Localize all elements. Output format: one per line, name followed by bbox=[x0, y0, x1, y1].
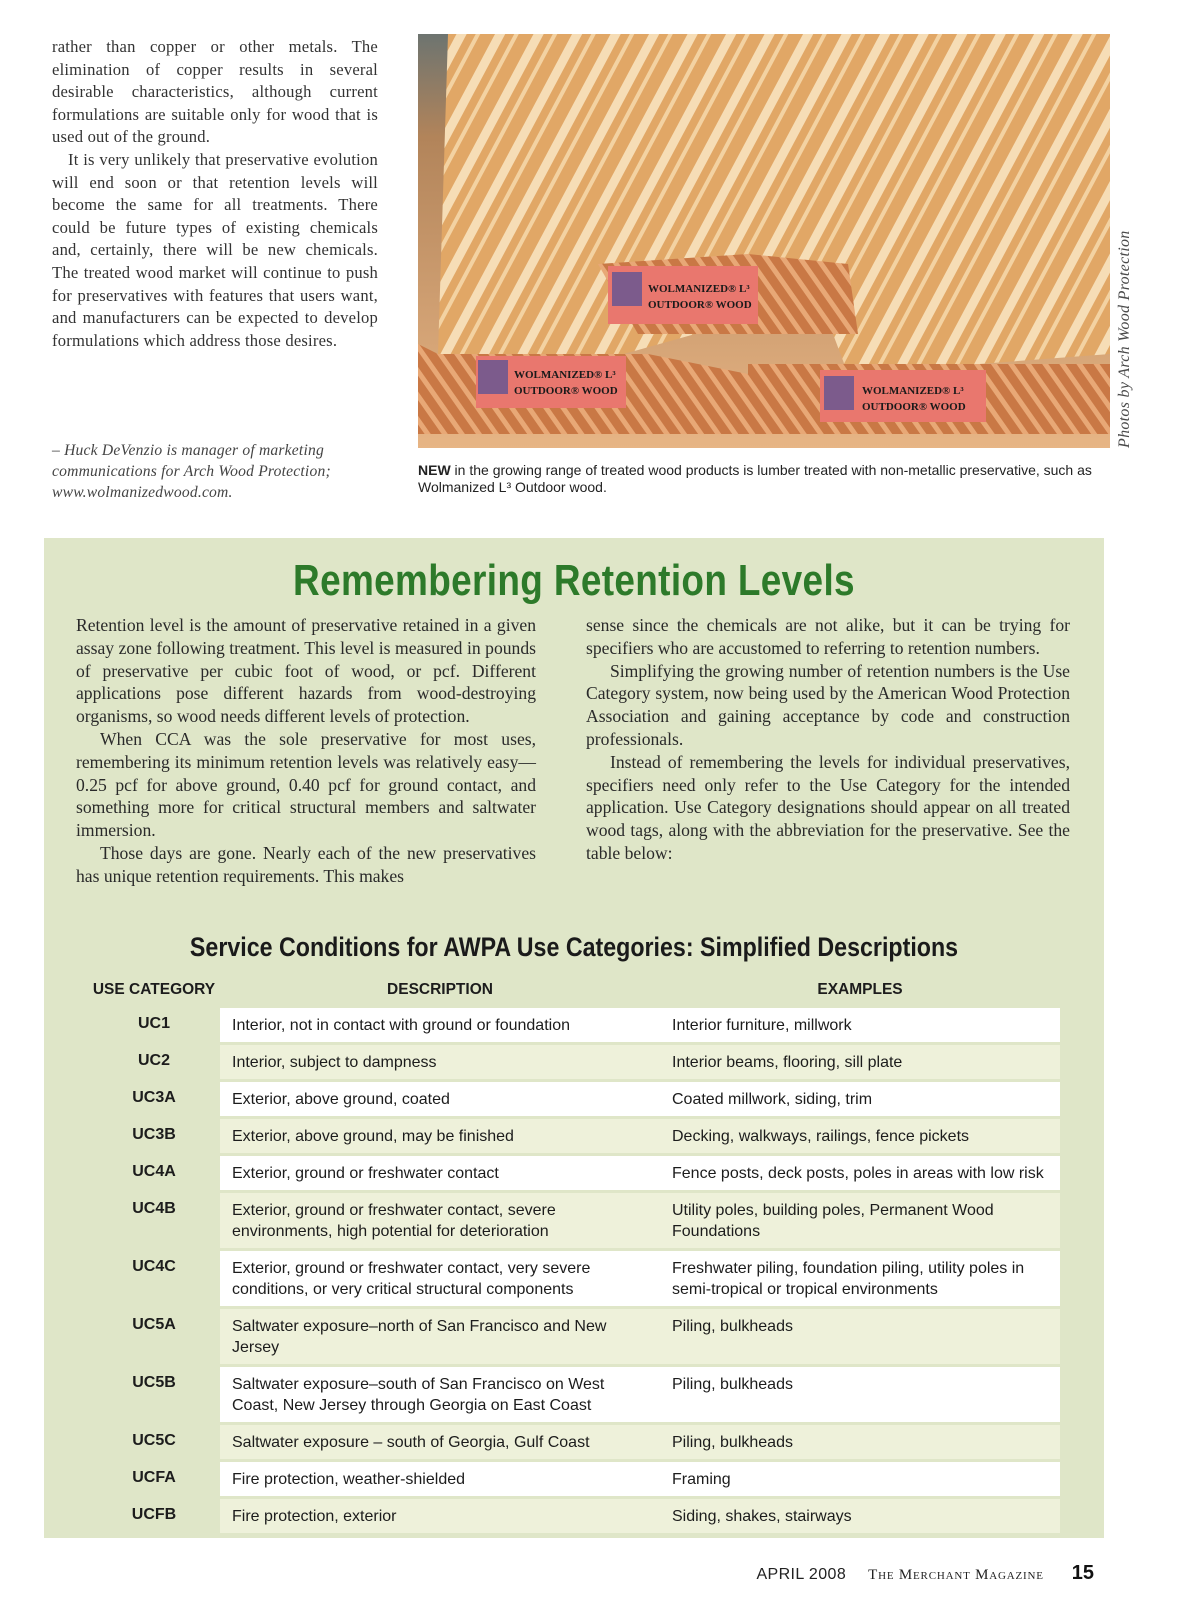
use-category-cell: UCFB bbox=[131, 1506, 177, 1523]
description-cell: Exterior, above ground, coated bbox=[220, 1082, 660, 1116]
examples-cell: Coated millwork, siding, trim bbox=[660, 1082, 1060, 1116]
sidebar-right-paragraph-2: Simplifying the growing number of retention numbers is the Use Category system, now being used by the American Wood Protection Association and gaining acceptance by code and construction professionals. bbox=[586, 660, 1070, 749]
table-header bbox=[88, 972, 1060, 1008]
sidebar-left-paragraph-1: Retention level is the amount of preservative retained in a given assay zone following treatment. This level is measured in pounds of preservative per cubic foot of wood, or pcf. Different applications pose different hazards from wood-destroying organisms, so wood needs different levels of protection. bbox=[76, 615, 536, 727]
author-byline: – Huck DeVenzio is manager of marketing communications for Arch Wood Protection; www.wolmanizedwood.com. bbox=[52, 442, 331, 501]
page-footer bbox=[756, 1562, 1094, 1585]
description-cell: Interior, subject to dampness bbox=[220, 1045, 660, 1079]
intro-paragraph-2: It is very unlikely that preservative evolution will end soon or that retention levels will become the same for all treatments. There could be future types of existing chemicals and, certainly, there will be new chemicals. The treated wood market will continue to push for preservatives with features that users want, and manufacturers can be expected to develop formulations which address those desires. bbox=[52, 149, 378, 350]
header-examples: EXAMPLES bbox=[817, 981, 903, 998]
sidebar-right-paragraph-1: sense since the chemicals are not alike, but it can be trying for specifiers who are accustomed to referring to retention numbers. bbox=[586, 615, 1070, 658]
use-category-cell: UC4A bbox=[132, 1163, 176, 1180]
caption-lead: NEW bbox=[418, 462, 451, 478]
description-cell: Saltwater exposure–north of San Francisco and New Jersey bbox=[220, 1309, 660, 1364]
description-cell: Fire protection, exterior bbox=[220, 1499, 660, 1533]
lumber-illustration bbox=[418, 34, 1110, 448]
sidebar-column-right bbox=[586, 614, 1070, 865]
use-category-cell: UC2 bbox=[137, 1052, 170, 1069]
page-number: 15 bbox=[1071, 1562, 1094, 1584]
table-row bbox=[88, 1425, 1060, 1459]
examples-cell: Freshwater piling, foundation piling, utility poles in semi-tropical or tropical environments bbox=[660, 1251, 1060, 1306]
tag-middle-brand: WOLMANIZED® L³ bbox=[648, 283, 750, 295]
tag-right-product: OUTDOOR® WOOD bbox=[862, 401, 966, 413]
use-category-cell: UC4B bbox=[132, 1200, 176, 1217]
tag-left-product: OUTDOOR® WOOD bbox=[514, 385, 618, 397]
table-row bbox=[88, 1499, 1060, 1533]
description-cell: Fire protection, weather-shielded bbox=[220, 1462, 660, 1496]
table-row bbox=[88, 1251, 1060, 1306]
magazine-name: The Merchant Magazine bbox=[868, 1567, 1044, 1583]
sidebar-column-left bbox=[76, 614, 536, 888]
sidebar-title: Remembering Retention Levels bbox=[293, 556, 855, 605]
table-row bbox=[88, 1156, 1060, 1190]
use-category-cell: UCFA bbox=[132, 1469, 176, 1486]
use-category-cell: UC5B bbox=[132, 1374, 176, 1391]
retention-sidebar bbox=[44, 538, 1104, 1538]
table-row bbox=[88, 1309, 1060, 1364]
product-tag-middle bbox=[608, 266, 758, 324]
table-row bbox=[88, 1193, 1060, 1248]
table-title: Service Conditions for AWPA Use Categories: Simplified Descriptions bbox=[189, 932, 959, 962]
description-cell: Saltwater exposure – south of Georgia, Gulf Coast bbox=[220, 1425, 660, 1459]
tag-middle-product: OUTDOOR® WOOD bbox=[648, 299, 752, 311]
sidebar-left-paragraph-3: Those days are gone. Nearly each of the new preservatives has unique retention requirements. This makes bbox=[76, 842, 536, 886]
examples-cell: Interior furniture, millwork bbox=[660, 1008, 1060, 1042]
header-description: DESCRIPTION bbox=[387, 981, 493, 998]
table-row bbox=[88, 1045, 1060, 1079]
photo-credit: Photos by Arch Wood Protection bbox=[1116, 230, 1133, 448]
product-tag-right bbox=[820, 370, 986, 422]
examples-cell: Decking, walkways, railings, fence pickets bbox=[660, 1119, 1060, 1153]
tag-left-brand: WOLMANIZED® L³ bbox=[514, 369, 616, 381]
use-category-cell: UC3B bbox=[132, 1126, 176, 1143]
examples-cell: Piling, bulkheads bbox=[660, 1367, 1060, 1422]
lumber-photo bbox=[418, 34, 1110, 448]
intro-article bbox=[52, 36, 378, 352]
product-tag-left bbox=[476, 356, 626, 408]
examples-cell: Piling, bulkheads bbox=[660, 1309, 1060, 1364]
examples-cell: Framing bbox=[660, 1462, 1060, 1496]
description-cell: Exterior, ground or freshwater contact, severe environments, high potential for deterioration bbox=[220, 1193, 660, 1248]
examples-cell: Piling, bulkheads bbox=[660, 1425, 1060, 1459]
use-category-cell: UC4C bbox=[132, 1258, 176, 1275]
issue-date: APRIL 2008 bbox=[756, 1566, 847, 1583]
examples-cell: Utility poles, building poles, Permanent Wood Foundations bbox=[660, 1193, 1060, 1248]
use-category-cell: UC5A bbox=[132, 1316, 176, 1333]
description-cell: Saltwater exposure–south of San Francisco on West Coast, New Jersey through Georgia on East Coast bbox=[220, 1367, 660, 1422]
description-cell: Exterior, above ground, may be finished bbox=[220, 1119, 660, 1153]
intro-paragraph-1: rather than copper or other metals. The elimination of copper results in several desirable characteristics, although current formulations are suitable only for wood that is used out of the ground. bbox=[52, 37, 378, 147]
tag-right-brand: WOLMANIZED® L³ bbox=[862, 385, 964, 397]
header-use-category: USE CATEGORY bbox=[92, 981, 216, 998]
examples-cell: Siding, shakes, stairways bbox=[660, 1499, 1060, 1533]
photo-caption bbox=[418, 462, 1118, 496]
use-category-cell: UC3A bbox=[132, 1089, 176, 1106]
use-category-table bbox=[88, 972, 1060, 1536]
table-row bbox=[88, 1119, 1060, 1153]
examples-cell: Interior beams, flooring, sill plate bbox=[660, 1045, 1060, 1079]
table-row bbox=[88, 1367, 1060, 1422]
sidebar-right-paragraph-3: Instead of remembering the levels for individual preservatives, specifiers need only refer to the Use Category for the intended application. Use Category designations should appear on all treated wood tags, along with the abbreviation for the preservative. See the table below: bbox=[586, 751, 1070, 863]
caption-text: in the growing range of treated wood products is lumber treated with non-metallic preservative, such as Wolmanized L³ Outdoor wood. bbox=[418, 462, 1092, 495]
use-category-cell: UC5C bbox=[132, 1432, 176, 1449]
description-cell: Exterior, ground or freshwater contact, very severe conditions, or very critical structural components bbox=[220, 1251, 660, 1306]
description-cell: Interior, not in contact with ground or foundation bbox=[220, 1008, 660, 1042]
use-category-cell: UC1 bbox=[137, 1015, 170, 1032]
table-row bbox=[88, 1008, 1060, 1042]
description-cell: Exterior, ground or freshwater contact bbox=[220, 1156, 660, 1190]
table-row bbox=[88, 1082, 1060, 1116]
examples-cell: Fence posts, deck posts, poles in areas with low risk bbox=[660, 1156, 1060, 1190]
table-row bbox=[88, 1462, 1060, 1496]
sidebar-left-paragraph-2: When CCA was the sole preservative for most uses, remembering its minimum retention levels was relatively easy—0.25 pcf for above ground, 0.40 pcf for ground contact, and something more for critical structural members and saltwater immersion. bbox=[76, 728, 536, 841]
